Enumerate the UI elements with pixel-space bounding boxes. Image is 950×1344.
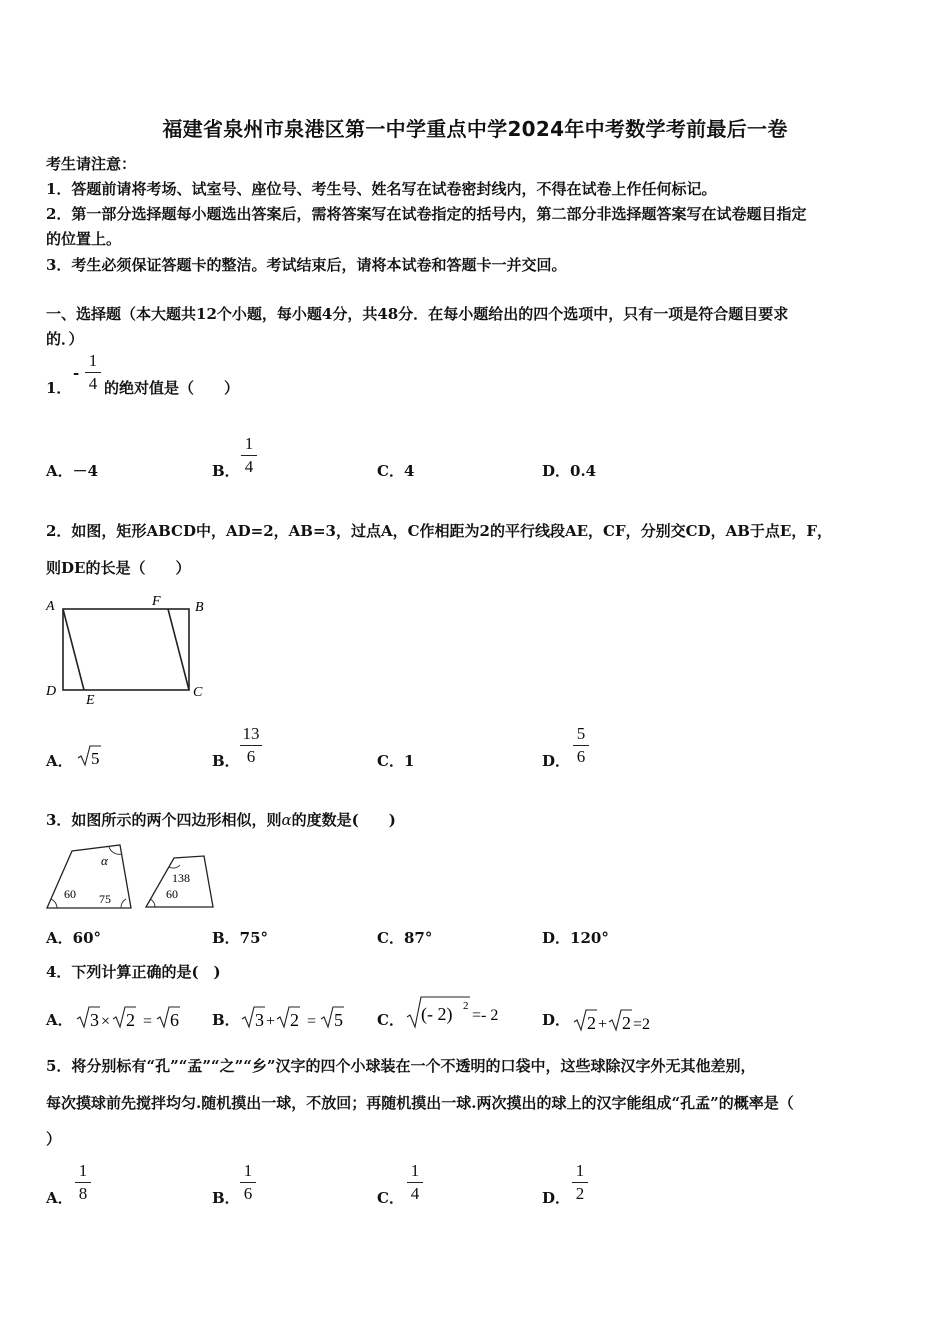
q5-option-c-fraction	[407, 1161, 423, 1204]
q2-stem-cont: 则DE的长是（ ）	[46, 559, 191, 577]
q4-option-a-label: A．	[46, 1011, 73, 1029]
q2-option-a-label: A．	[46, 752, 73, 770]
q5-stem-cont: 每次摸球前先搅拌均匀.随机摸出一球，不放回；再随机摸出一球.两次摸出的球上的汉字能组成“孔孟”的概率是（	[46, 1094, 794, 1112]
q4-option-b-expression	[241, 1002, 351, 1032]
q1-fraction	[85, 351, 101, 394]
q2-option-d-label: D．	[542, 752, 571, 770]
q1-fraction-denominator: 4	[88, 374, 98, 393]
q4-option-d-expression	[573, 1005, 663, 1035]
q2-option-d-numerator: 5	[576, 724, 586, 743]
q5-option-d-denominator: 2	[575, 1184, 585, 1203]
notice-item-2: 2．第一部分选择题每小题选出答案后，需将答案写在试卷指定的括号内，第二部分非选择题答案写在试卷题目指定	[46, 205, 807, 223]
q3-option-c: C．87°	[377, 929, 433, 947]
q1-option-b-label: B．	[212, 462, 240, 480]
svg-text:2: 2	[587, 1013, 596, 1033]
q2-option-d-fraction	[573, 724, 589, 767]
q1-option-b-fraction	[241, 434, 257, 477]
svg-text:=: =	[307, 1013, 317, 1030]
q5-option-a-fraction	[75, 1161, 91, 1204]
q2-option-b-fraction	[240, 724, 262, 767]
q3-fig2-angle-138: 138	[172, 871, 190, 885]
svg-text:=- 2: =- 2	[472, 1007, 499, 1024]
q3-option-b: B．75°	[212, 929, 269, 947]
q1-option-d: D．0.4	[542, 462, 597, 480]
svg-text:3: 3	[90, 1010, 99, 1030]
svg-text:2: 2	[126, 1010, 135, 1030]
q4-option-d-label: D．	[542, 1011, 571, 1029]
q2-option-b-denominator: 6	[246, 747, 256, 766]
notice-item-3: 3．考生必须保证答题卡的整洁。考试结束后，请将本试卷和答题卡一并交回。	[46, 256, 567, 274]
q2-option-a-radicand: 5	[91, 749, 100, 768]
q4-stem: 4．下列计算正确的是( )	[46, 963, 221, 981]
q5-stem: 5．将分别标有“孔”“孟”“之”“乡”汉字的四个小球装在一个不透明的口袋中，这些球除汉字外无其他差别，	[46, 1057, 756, 1075]
q2-label-d: D	[46, 684, 57, 699]
q4-option-c-expression	[406, 993, 516, 1031]
q3-quadrilateral-1	[42, 840, 137, 912]
q2-option-d-denominator: 6	[576, 747, 586, 766]
svg-text:6: 6	[170, 1010, 179, 1030]
q2-option-b-numerator: 13	[242, 724, 260, 743]
q5-option-b-numerator: 1	[243, 1161, 253, 1180]
q4-option-b-label: B．	[212, 1011, 240, 1029]
q5-option-a-denominator: 8	[78, 1184, 88, 1203]
q1-number: 1．	[46, 379, 72, 397]
q2-rectangle-figure	[42, 592, 212, 708]
svg-text:2: 2	[463, 1000, 469, 1012]
q3-quadrilateral-2	[142, 852, 217, 912]
notice-item-1: 1．答题前请将考场、试室号、座位号、考生号、姓名写在试卷密封线内，不得在试卷上作任何标记。	[46, 180, 717, 198]
q3-fig1-angle-75: 75	[99, 892, 111, 906]
q3-option-a: A．60°	[46, 929, 102, 947]
q1-option-a: A．－4	[46, 462, 99, 480]
q2-option-c: C．1	[377, 752, 415, 770]
section-heading: 一、选择题（本大题共12个小题，每小题4分，共48分．在每小题给出的四个选项中，只有一项是符合题目要求	[46, 305, 789, 323]
q2-option-b-label: B．	[212, 752, 240, 770]
q2-rect-abcd	[63, 609, 189, 690]
q5-stem-end: ）	[46, 1130, 62, 1148]
q3-stem-a: 3．如图所示的两个四边形相似，则	[46, 811, 282, 829]
q5-option-d-numerator: 1	[575, 1161, 585, 1180]
q4-option-a-expression	[76, 1002, 186, 1032]
q2-stem: 2．如图，矩形ABCD中，AD=2，AB=3，过点A，C作相距为2的平行线段AE，CF，分别交CD，AB于点E，F，	[46, 522, 832, 540]
svg-text:+: +	[266, 1013, 276, 1030]
q5-option-c-label: C．	[377, 1189, 404, 1207]
svg-text:(- 2): (- 2)	[421, 1004, 453, 1024]
q1-option-b-numerator: 1	[244, 434, 254, 453]
q2-label-e: E	[86, 693, 95, 708]
q5-option-a-numerator: 1	[78, 1161, 88, 1180]
q2-label-f: F	[152, 594, 161, 609]
q2-segment-ae	[63, 609, 84, 690]
q1-option-b-denominator: 4	[244, 457, 254, 476]
svg-text:2: 2	[290, 1010, 299, 1030]
svg-text:×: ×	[101, 1013, 111, 1030]
q3-fig1-alpha: α	[101, 853, 108, 868]
q5-option-c-denominator: 4	[410, 1184, 420, 1203]
svg-text:+: +	[598, 1016, 608, 1033]
q3-stem-b: 的度数是( )	[291, 811, 396, 829]
q3-fig1-angle-60: 60	[64, 887, 76, 901]
svg-text:3: 3	[255, 1010, 264, 1030]
q4-option-c-label: C．	[377, 1011, 404, 1029]
section-heading-cont: 的．）	[46, 330, 84, 348]
q5-option-d-fraction	[572, 1161, 588, 1204]
q2-label-c: C	[193, 685, 203, 700]
q1-fraction-numerator: 1	[88, 351, 98, 370]
svg-text:2: 2	[622, 1013, 631, 1033]
q3-alpha: α	[281, 811, 292, 829]
q5-option-b-denominator: 6	[243, 1184, 253, 1203]
q1-minus-sign: -	[73, 364, 80, 382]
q3-stem	[46, 809, 396, 830]
q1-option-c: C．4	[377, 462, 415, 480]
page-title: 福建省泉州市泉港区第一中学重点中学2024年中考数学考前最后一卷	[162, 117, 788, 141]
svg-text:5: 5	[334, 1010, 343, 1030]
q3-fig2-angle-60: 60	[166, 887, 178, 901]
q2-label-a: A	[46, 599, 55, 614]
svg-text:=: =	[143, 1013, 153, 1030]
q5-option-b-fraction	[240, 1161, 256, 1204]
q2-label-b: B	[195, 600, 204, 615]
notice-item-2-cont: 的位置上。	[46, 230, 122, 248]
svg-text:=2: =2	[633, 1016, 651, 1033]
q3-option-d: D．120°	[542, 929, 609, 947]
q5-option-d-label: D．	[542, 1189, 571, 1207]
q5-option-b-label: B．	[212, 1189, 240, 1207]
q1-stem: 的绝对值是（ ）	[104, 379, 240, 397]
q5-option-c-numerator: 1	[410, 1161, 420, 1180]
q2-segment-cf	[168, 609, 189, 690]
q5-option-a-label: A．	[46, 1189, 73, 1207]
notice-heading: 考生请注意：	[46, 155, 137, 173]
q2-option-a-radical	[77, 744, 101, 768]
